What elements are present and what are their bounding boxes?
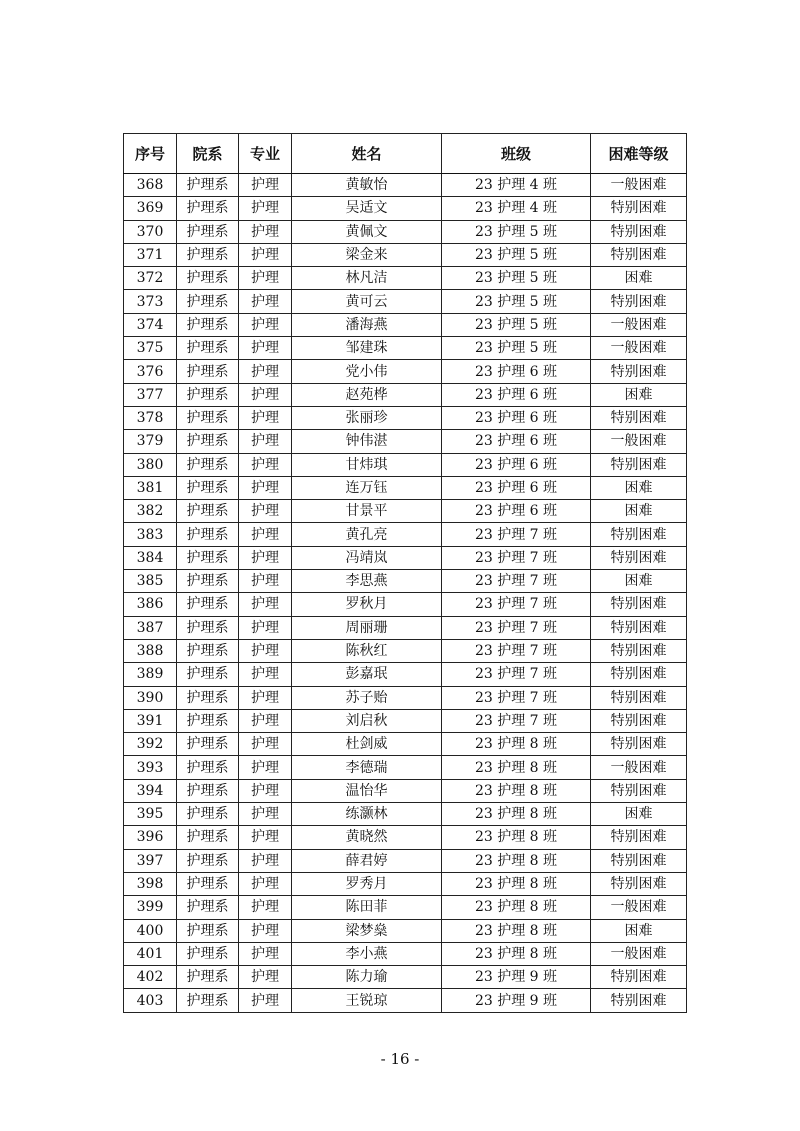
cell-difficulty-level: 困难 [591,476,687,499]
cell-name: 陈力瑜 [292,966,442,989]
cell-serial: 379 [124,430,177,453]
cell-difficulty-level: 特别困难 [591,197,687,220]
cell-department: 护理系 [177,756,239,779]
table-row [124,989,687,1012]
roster-table [123,133,687,1013]
table-row [124,476,687,499]
cell-class: 23 护理 6 班 [442,383,591,406]
cell-serial: 391 [124,709,177,732]
cell-name: 吴适文 [292,197,442,220]
cell-class: 23 护理 6 班 [442,430,591,453]
cell-class: 23 护理 8 班 [442,733,591,756]
cell-department: 护理系 [177,966,239,989]
cell-serial: 368 [124,174,177,197]
cell-department: 护理系 [177,570,239,593]
cell-department: 护理系 [177,803,239,826]
cell-serial: 399 [124,896,177,919]
table-row [124,803,687,826]
cell-difficulty-level: 困难 [591,383,687,406]
table-row [124,290,687,313]
cell-serial: 389 [124,663,177,686]
cell-name: 陈秋红 [292,639,442,662]
cell-difficulty-level: 特别困难 [591,453,687,476]
cell-name: 甘炜琪 [292,453,442,476]
cell-major: 护理 [239,430,292,453]
cell-class: 23 护理 7 班 [442,593,591,616]
cell-major: 护理 [239,919,292,942]
cell-major: 护理 [239,942,292,965]
cell-class: 23 护理 6 班 [442,360,591,383]
cell-name: 钟伟湛 [292,430,442,453]
cell-department: 护理系 [177,406,239,429]
cell-serial: 392 [124,733,177,756]
cell-class: 23 护理 8 班 [442,872,591,895]
table-row [124,966,687,989]
cell-difficulty-level: 困难 [591,267,687,290]
cell-class: 23 护理 7 班 [442,523,591,546]
cell-name: 周丽珊 [292,616,442,639]
cell-serial: 403 [124,989,177,1012]
cell-difficulty-level: 特别困难 [591,243,687,266]
cell-difficulty-level: 一般困难 [591,430,687,453]
cell-difficulty-level: 特别困难 [591,523,687,546]
cell-serial: 383 [124,523,177,546]
cell-class: 23 护理 9 班 [442,989,591,1012]
cell-serial: 378 [124,406,177,429]
cell-department: 护理系 [177,663,239,686]
cell-name: 潘海燕 [292,313,442,336]
cell-difficulty-level: 特别困难 [591,849,687,872]
cell-major: 护理 [239,220,292,243]
cell-difficulty-level: 一般困难 [591,337,687,360]
cell-difficulty-level: 特别困难 [591,220,687,243]
cell-department: 护理系 [177,267,239,290]
cell-department: 护理系 [177,360,239,383]
cell-department: 护理系 [177,593,239,616]
cell-major: 护理 [239,476,292,499]
cell-class: 23 护理 7 班 [442,709,591,732]
cell-difficulty-level: 困难 [591,500,687,523]
cell-name: 罗秋月 [292,593,442,616]
cell-major: 护理 [239,406,292,429]
cell-class: 23 护理 4 班 [442,197,591,220]
cell-class: 23 护理 5 班 [442,290,591,313]
cell-department: 护理系 [177,337,239,360]
cell-difficulty-level: 特别困难 [591,709,687,732]
cell-difficulty-level: 特别困难 [591,360,687,383]
cell-department: 护理系 [177,546,239,569]
table-row [124,733,687,756]
cell-department: 护理系 [177,220,239,243]
cell-name: 林凡洁 [292,267,442,290]
cell-name: 练灏林 [292,803,442,826]
cell-difficulty-level: 一般困难 [591,756,687,779]
cell-major: 护理 [239,383,292,406]
cell-difficulty-level: 特别困难 [591,989,687,1012]
cell-class: 23 护理 5 班 [442,267,591,290]
table-row [124,546,687,569]
cell-department: 护理系 [177,826,239,849]
cell-serial: 374 [124,313,177,336]
cell-major: 护理 [239,826,292,849]
cell-class: 23 护理 8 班 [442,779,591,802]
cell-major: 护理 [239,803,292,826]
cell-major: 护理 [239,523,292,546]
table-row [124,616,687,639]
cell-difficulty-level: 困难 [591,803,687,826]
cell-class: 23 护理 6 班 [442,453,591,476]
cell-serial: 371 [124,243,177,266]
cell-department: 护理系 [177,686,239,709]
table-row [124,872,687,895]
cell-serial: 381 [124,476,177,499]
cell-department: 护理系 [177,849,239,872]
table-row [124,896,687,919]
cell-major: 护理 [239,243,292,266]
cell-major: 护理 [239,290,292,313]
cell-difficulty-level: 特别困难 [591,686,687,709]
cell-serial: 376 [124,360,177,383]
page-number: - 16 - [380,1050,420,1068]
table-row [124,220,687,243]
table-row [124,337,687,360]
header-name: 姓名 [292,134,442,174]
cell-major: 护理 [239,849,292,872]
cell-difficulty-level: 特别困难 [591,872,687,895]
header-serial: 序号 [124,134,177,174]
cell-department: 护理系 [177,500,239,523]
table-row [124,570,687,593]
cell-serial: 393 [124,756,177,779]
cell-major: 护理 [239,197,292,220]
cell-name: 温怡华 [292,779,442,802]
cell-name: 张丽珍 [292,406,442,429]
cell-class: 23 护理 7 班 [442,686,591,709]
cell-department: 护理系 [177,243,239,266]
cell-name: 杜剑威 [292,733,442,756]
cell-serial: 396 [124,826,177,849]
cell-serial: 388 [124,639,177,662]
cell-major: 护理 [239,639,292,662]
cell-difficulty-level: 一般困难 [591,896,687,919]
cell-class: 23 护理 7 班 [442,616,591,639]
cell-class: 23 护理 8 班 [442,826,591,849]
cell-serial: 382 [124,500,177,523]
table-row [124,313,687,336]
cell-name: 李小燕 [292,942,442,965]
cell-major: 护理 [239,313,292,336]
cell-department: 护理系 [177,197,239,220]
cell-difficulty-level: 一般困难 [591,174,687,197]
cell-major: 护理 [239,779,292,802]
header-major: 专业 [239,134,292,174]
cell-class: 23 护理 8 班 [442,942,591,965]
cell-name: 黄敏怡 [292,174,442,197]
cell-serial: 387 [124,616,177,639]
cell-major: 护理 [239,453,292,476]
cell-name: 李德瑞 [292,756,442,779]
cell-difficulty-level: 困难 [591,570,687,593]
cell-difficulty-level: 一般困难 [591,313,687,336]
cell-difficulty-level: 特别困难 [591,546,687,569]
cell-department: 护理系 [177,779,239,802]
cell-class: 23 护理 7 班 [442,639,591,662]
cell-name: 王锐琼 [292,989,442,1012]
cell-difficulty-level: 特别困难 [591,663,687,686]
cell-major: 护理 [239,570,292,593]
table-row [124,709,687,732]
cell-major: 护理 [239,360,292,383]
cell-difficulty-level: 特别困难 [591,966,687,989]
cell-serial: 375 [124,337,177,360]
cell-department: 护理系 [177,733,239,756]
cell-name: 黄孔亮 [292,523,442,546]
cell-serial: 380 [124,453,177,476]
cell-department: 护理系 [177,709,239,732]
cell-major: 护理 [239,709,292,732]
cell-major: 护理 [239,989,292,1012]
cell-major: 护理 [239,686,292,709]
table-row [124,267,687,290]
table-row [124,197,687,220]
cell-major: 护理 [239,500,292,523]
cell-class: 23 护理 7 班 [442,546,591,569]
cell-major: 护理 [239,663,292,686]
table-body [124,174,687,1013]
cell-class: 23 护理 5 班 [442,337,591,360]
cell-name: 黄佩文 [292,220,442,243]
cell-department: 护理系 [177,989,239,1012]
cell-serial: 398 [124,872,177,895]
cell-name: 刘启秋 [292,709,442,732]
cell-name: 苏子贻 [292,686,442,709]
cell-major: 护理 [239,733,292,756]
cell-major: 护理 [239,593,292,616]
cell-name: 黄晓然 [292,826,442,849]
header-class: 班级 [442,134,591,174]
cell-name: 梁梦燊 [292,919,442,942]
table-row [124,406,687,429]
table-header-row [124,134,687,174]
table-row [124,243,687,266]
cell-name: 党小伟 [292,360,442,383]
cell-major: 护理 [239,546,292,569]
table-row [124,174,687,197]
cell-department: 护理系 [177,872,239,895]
table-row [124,779,687,802]
cell-name: 薛君婷 [292,849,442,872]
cell-serial: 400 [124,919,177,942]
cell-class: 23 护理 8 班 [442,896,591,919]
table-row [124,849,687,872]
cell-difficulty-level: 特别困难 [591,616,687,639]
cell-class: 23 护理 9 班 [442,966,591,989]
cell-serial: 385 [124,570,177,593]
cell-serial: 401 [124,942,177,965]
cell-department: 护理系 [177,430,239,453]
cell-major: 护理 [239,337,292,360]
cell-name: 彭嘉珉 [292,663,442,686]
cell-difficulty-level: 特别困难 [591,733,687,756]
cell-serial: 377 [124,383,177,406]
cell-class: 23 护理 5 班 [442,313,591,336]
cell-department: 护理系 [177,919,239,942]
cell-class: 23 护理 8 班 [442,919,591,942]
cell-department: 护理系 [177,383,239,406]
table-row [124,593,687,616]
cell-class: 23 护理 8 班 [442,756,591,779]
cell-department: 护理系 [177,942,239,965]
table-row [124,639,687,662]
cell-department: 护理系 [177,896,239,919]
table-row [124,523,687,546]
table-row [124,360,687,383]
table-row [124,383,687,406]
cell-name: 李思燕 [292,570,442,593]
table-row [124,919,687,942]
cell-class: 23 护理 7 班 [442,570,591,593]
cell-name: 陈田菲 [292,896,442,919]
table-row [124,430,687,453]
table-row [124,686,687,709]
cell-serial: 384 [124,546,177,569]
cell-name: 赵苑桦 [292,383,442,406]
cell-difficulty-level: 困难 [591,919,687,942]
cell-difficulty-level: 特别困难 [591,779,687,802]
cell-serial: 369 [124,197,177,220]
cell-name: 黄可云 [292,290,442,313]
table-row [124,756,687,779]
cell-name: 罗秀月 [292,872,442,895]
cell-class: 23 护理 5 班 [442,243,591,266]
cell-department: 护理系 [177,639,239,662]
cell-difficulty-level: 一般困难 [591,942,687,965]
cell-serial: 397 [124,849,177,872]
cell-class: 23 护理 4 班 [442,174,591,197]
header-department: 院系 [177,134,239,174]
cell-major: 护理 [239,267,292,290]
cell-major: 护理 [239,174,292,197]
header-difficulty-level: 困难等级 [591,134,687,174]
cell-class: 23 护理 8 班 [442,803,591,826]
cell-department: 护理系 [177,174,239,197]
cell-difficulty-level: 特别困难 [591,826,687,849]
cell-serial: 372 [124,267,177,290]
cell-department: 护理系 [177,523,239,546]
cell-serial: 390 [124,686,177,709]
cell-class: 23 护理 6 班 [442,476,591,499]
cell-department: 护理系 [177,476,239,499]
cell-difficulty-level: 特别困难 [591,406,687,429]
cell-major: 护理 [239,872,292,895]
cell-difficulty-level: 特别困难 [591,639,687,662]
cell-name: 甘景平 [292,500,442,523]
cell-department: 护理系 [177,290,239,313]
cell-department: 护理系 [177,313,239,336]
cell-major: 护理 [239,616,292,639]
table-row [124,826,687,849]
table-row [124,942,687,965]
cell-name: 梁金来 [292,243,442,266]
cell-major: 护理 [239,896,292,919]
cell-class: 23 护理 5 班 [442,220,591,243]
cell-name: 连万钰 [292,476,442,499]
cell-serial: 402 [124,966,177,989]
cell-difficulty-level: 特别困难 [591,290,687,313]
cell-serial: 386 [124,593,177,616]
cell-serial: 394 [124,779,177,802]
cell-serial: 370 [124,220,177,243]
cell-serial: 395 [124,803,177,826]
cell-difficulty-level: 特别困难 [591,593,687,616]
table-row [124,453,687,476]
cell-class: 23 护理 7 班 [442,663,591,686]
cell-department: 护理系 [177,616,239,639]
cell-name: 邹建珠 [292,337,442,360]
cell-major: 护理 [239,756,292,779]
cell-class: 23 护理 8 班 [442,849,591,872]
cell-serial: 373 [124,290,177,313]
table-row [124,663,687,686]
cell-department: 护理系 [177,453,239,476]
cell-name: 冯靖岚 [292,546,442,569]
cell-class: 23 护理 6 班 [442,406,591,429]
cell-major: 护理 [239,966,292,989]
cell-class: 23 护理 6 班 [442,500,591,523]
table-row [124,500,687,523]
